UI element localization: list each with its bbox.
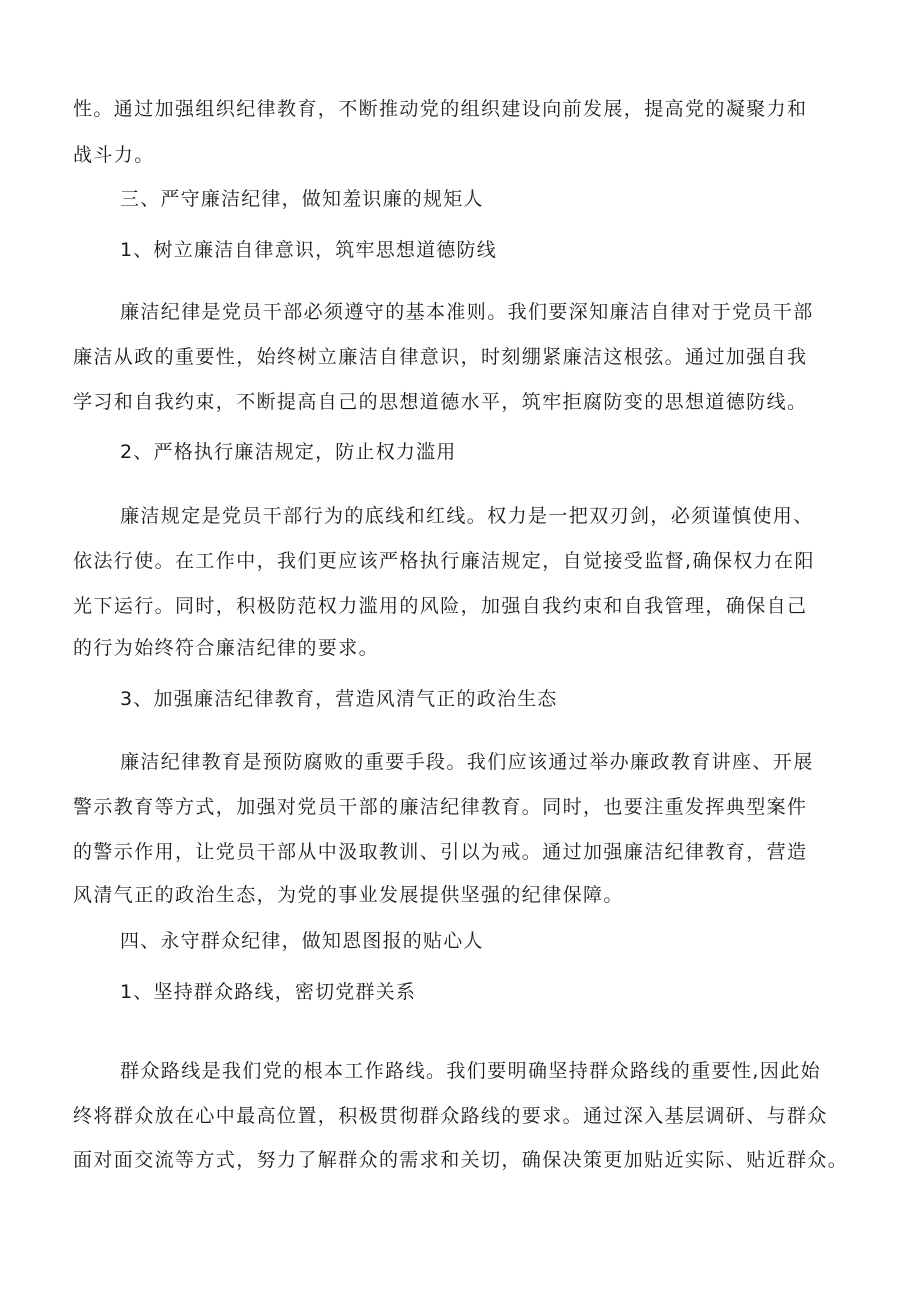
paragraph-line: 廉洁纪律教育是预防腐败的重要手段。我们应该通过举办廉政教育讲座、开展 [120, 751, 814, 773]
paragraph-line: 光下运行。同时，积极防范权力滥用的风险，加强自我约束和自我管理，确保自己 [73, 595, 808, 617]
subsection-heading: 1、树立廉洁自律意识，筑牢思想道德防线 [120, 239, 497, 261]
paragraph-line: 终将群众放在心中最高位置，积极贯彻群众路线的要求。通过深入基层调研、与群众 [73, 1105, 828, 1127]
paragraph-line: 面对面交流等方式，努力了解群众的需求和关切，确保决策更加贴近实际、贴近群众。 [73, 1149, 849, 1171]
paragraph-line: 廉洁从政的重要性，始终树立廉洁自律意识，时刻绷紧廉洁这根弦。通过加强自我 [73, 346, 808, 368]
section-heading: 三、严守廉洁纪律，做知羞识廉的规矩人 [120, 188, 484, 210]
paragraph-line: 廉洁规定是党员干部行为的底线和红线。权力是一把双刃剑，必须谨慎使用、 [120, 505, 814, 527]
paragraph-line: 依法行使。在工作中，我们更应该严格执行廉洁规定，自觉接受监督,确保权力在阳 [73, 550, 815, 572]
paragraph-line: 群众路线是我们党的根本工作路线。我们要明确坚持群众路线的重要性,因此始 [120, 1060, 822, 1082]
section-heading: 四、永守群众纪律，做知恩图报的贴心人 [120, 930, 484, 952]
subsection-heading: 2、严格执行廉洁规定，防止权力滥用 [120, 441, 457, 463]
paragraph-line: 廉洁纪律是党员干部必须遵守的基本准则。我们要深知廉洁自律对于党员干部 [120, 301, 814, 323]
paragraph-line: 战斗力。 [73, 144, 155, 166]
paragraph-line: 警示教育等方式，加强对党员干部的廉洁纪律教育。同时，也要注重发挥典型案件 [73, 796, 808, 818]
paragraph-line: 性。通过加强组织纪律教育，不断推动党的组织建设向前发展，提高党的凝聚力和 [73, 98, 808, 120]
paragraph-line: 风清气正的政治生态，为党的事业发展提供坚强的纪律保障。 [73, 884, 624, 906]
subsection-heading: 1、坚持群众路线，密切党群关系 [120, 981, 417, 1003]
paragraph-line: 学习和自我约束，不断提高自己的思想道德水平，筑牢拒腐防变的思想道德防线。 [73, 391, 808, 413]
paragraph-line: 的警示作用，让党员干部从中汲取教训、引以为戒。通过加强廉洁纪律教育，营造 [73, 841, 808, 863]
paragraph-line: 的行为始终符合廉洁纪律的要求。 [73, 637, 380, 659]
subsection-heading: 3、加强廉洁纪律教育，营造风清气正的政治生态 [120, 688, 558, 710]
